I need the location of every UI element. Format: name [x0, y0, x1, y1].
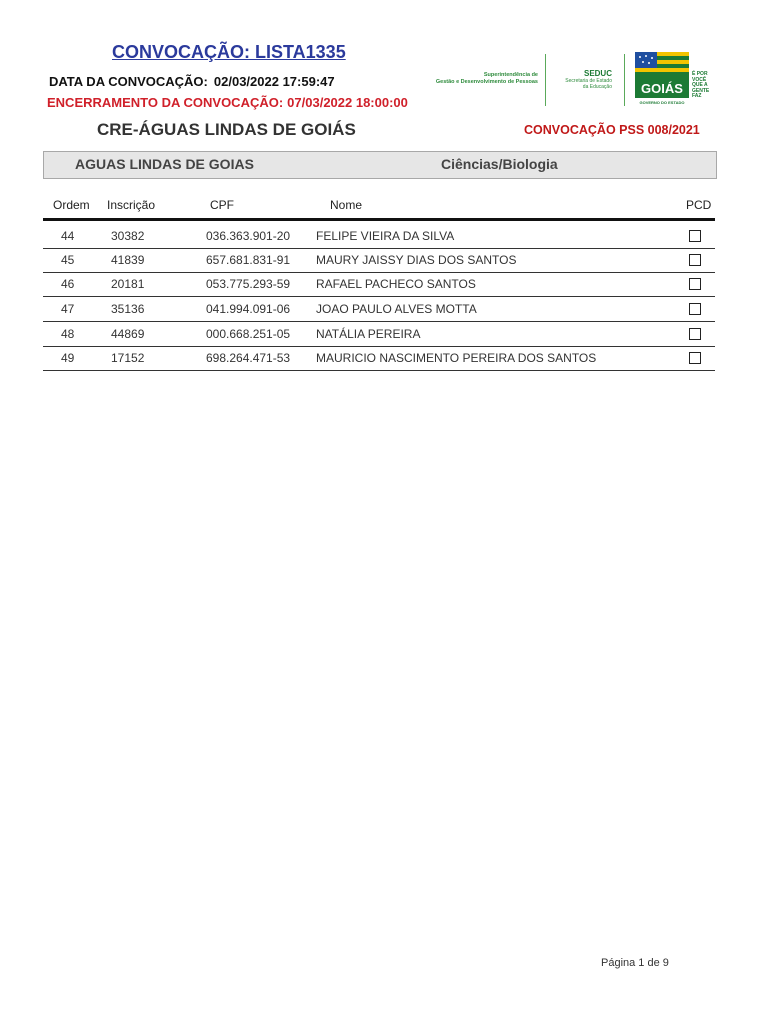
- closing-date-label: ENCERRAMENTO DA CONVOCAÇÃO:: [47, 95, 284, 110]
- svg-text:GOIÁS: GOIÁS: [641, 81, 683, 96]
- cell-inscricao: 41839: [111, 253, 145, 267]
- goias-tagline: É POR VOCÊ QUE A GENTE FAZ: [692, 71, 710, 99]
- cell-inscricao: 17152: [111, 351, 145, 365]
- closing-date: [47, 95, 408, 110]
- cell-cpf: 698.264.471-53: [206, 351, 291, 365]
- cell-ordem: 49: [61, 351, 75, 365]
- cell-ordem: 44: [61, 229, 75, 243]
- column-header-inscricao: Inscrição: [107, 198, 156, 212]
- table-row: [43, 297, 715, 322]
- cell-inscricao: 30382: [111, 229, 145, 243]
- table-row: [43, 322, 715, 347]
- cell-ordem: 46: [61, 277, 75, 291]
- superintendencia-logo-text: Superintendência de Gestão e Desenvolvimento de Pessoas: [435, 72, 538, 85]
- pcd-checkbox[interactable]: [689, 328, 701, 340]
- pss-label: CONVOCAÇÃO PSS 008/2021: [524, 123, 700, 137]
- cell-cpf: 041.994.091-06: [206, 302, 291, 316]
- pcd-checkbox[interactable]: [689, 352, 701, 364]
- cell-nome: NATÁLIA PEREIRA: [316, 327, 421, 341]
- page-title: CONVOCAÇÃO: LISTA1335: [112, 42, 346, 62]
- table-row: [43, 224, 715, 249]
- cre-name: CRE-ÁGUAS LINDAS DE GOIÁS: [97, 120, 356, 139]
- column-header-cpf: CPF: [210, 198, 234, 212]
- table-row: [43, 272, 715, 297]
- logo-divider: [624, 54, 625, 106]
- region-subject: Ciências/Biologia: [441, 156, 558, 172]
- goias-flag-logo: [635, 52, 689, 106]
- pcd-checkbox[interactable]: [689, 254, 701, 266]
- cell-inscricao: 44869: [111, 327, 145, 341]
- convocation-date-label: DATA DA CONVOCAÇÃO:: [49, 74, 208, 89]
- convocation-date: [49, 74, 335, 89]
- region-name: AGUAS LINDAS DE GOIAS: [75, 156, 254, 172]
- cell-ordem: 45: [61, 253, 75, 267]
- cell-nome: MAURICIO NASCIMENTO PEREIRA DOS SANTOS: [316, 351, 597, 365]
- table-row: [43, 346, 715, 371]
- logos: [430, 52, 720, 108]
- cell-ordem: 48: [61, 327, 75, 341]
- cell-nome: RAFAEL PACHECO SANTOS: [316, 277, 476, 291]
- convocation-date-value: 02/03/2022 17:59:47: [213, 74, 335, 89]
- cell-nome: FELIPE VIEIRA DA SILVA: [316, 229, 455, 243]
- cell-inscricao: 35136: [111, 302, 145, 316]
- cell-inscricao: 20181: [111, 277, 145, 291]
- cell-cpf: 000.668.251-05: [206, 327, 291, 341]
- page-number: Página 1 de 9: [601, 957, 669, 969]
- column-header-nome: Nome: [330, 198, 363, 212]
- svg-text:GOVERNO DO ESTADO: GOVERNO DO ESTADO: [639, 100, 685, 105]
- cell-nome: JOAO PAULO ALVES MOTTA: [316, 302, 477, 316]
- column-header-pcd: PCD: [686, 198, 712, 212]
- closing-date-value: 07/03/2022 18:00:00: [287, 95, 408, 110]
- cell-cpf: 036.363.901-20: [206, 229, 291, 243]
- logo-divider: [545, 54, 546, 106]
- pcd-checkbox[interactable]: [689, 278, 701, 290]
- table-row: [43, 248, 715, 273]
- table-header: [43, 196, 715, 221]
- cell-ordem: 47: [61, 302, 75, 316]
- cell-cpf: 053.775.293-59: [206, 277, 291, 291]
- cell-cpf: 657.681.831-91: [206, 253, 291, 267]
- cell-nome: MAURY JAISSY DIAS DOS SANTOS: [316, 253, 517, 267]
- column-header-ordem: Ordem: [53, 198, 90, 212]
- region-header: [43, 151, 717, 179]
- pcd-checkbox[interactable]: [689, 303, 701, 315]
- pcd-checkbox[interactable]: [689, 230, 701, 242]
- seduc-logo: SEDUC Secretaria de Estado da Educação: [565, 69, 612, 90]
